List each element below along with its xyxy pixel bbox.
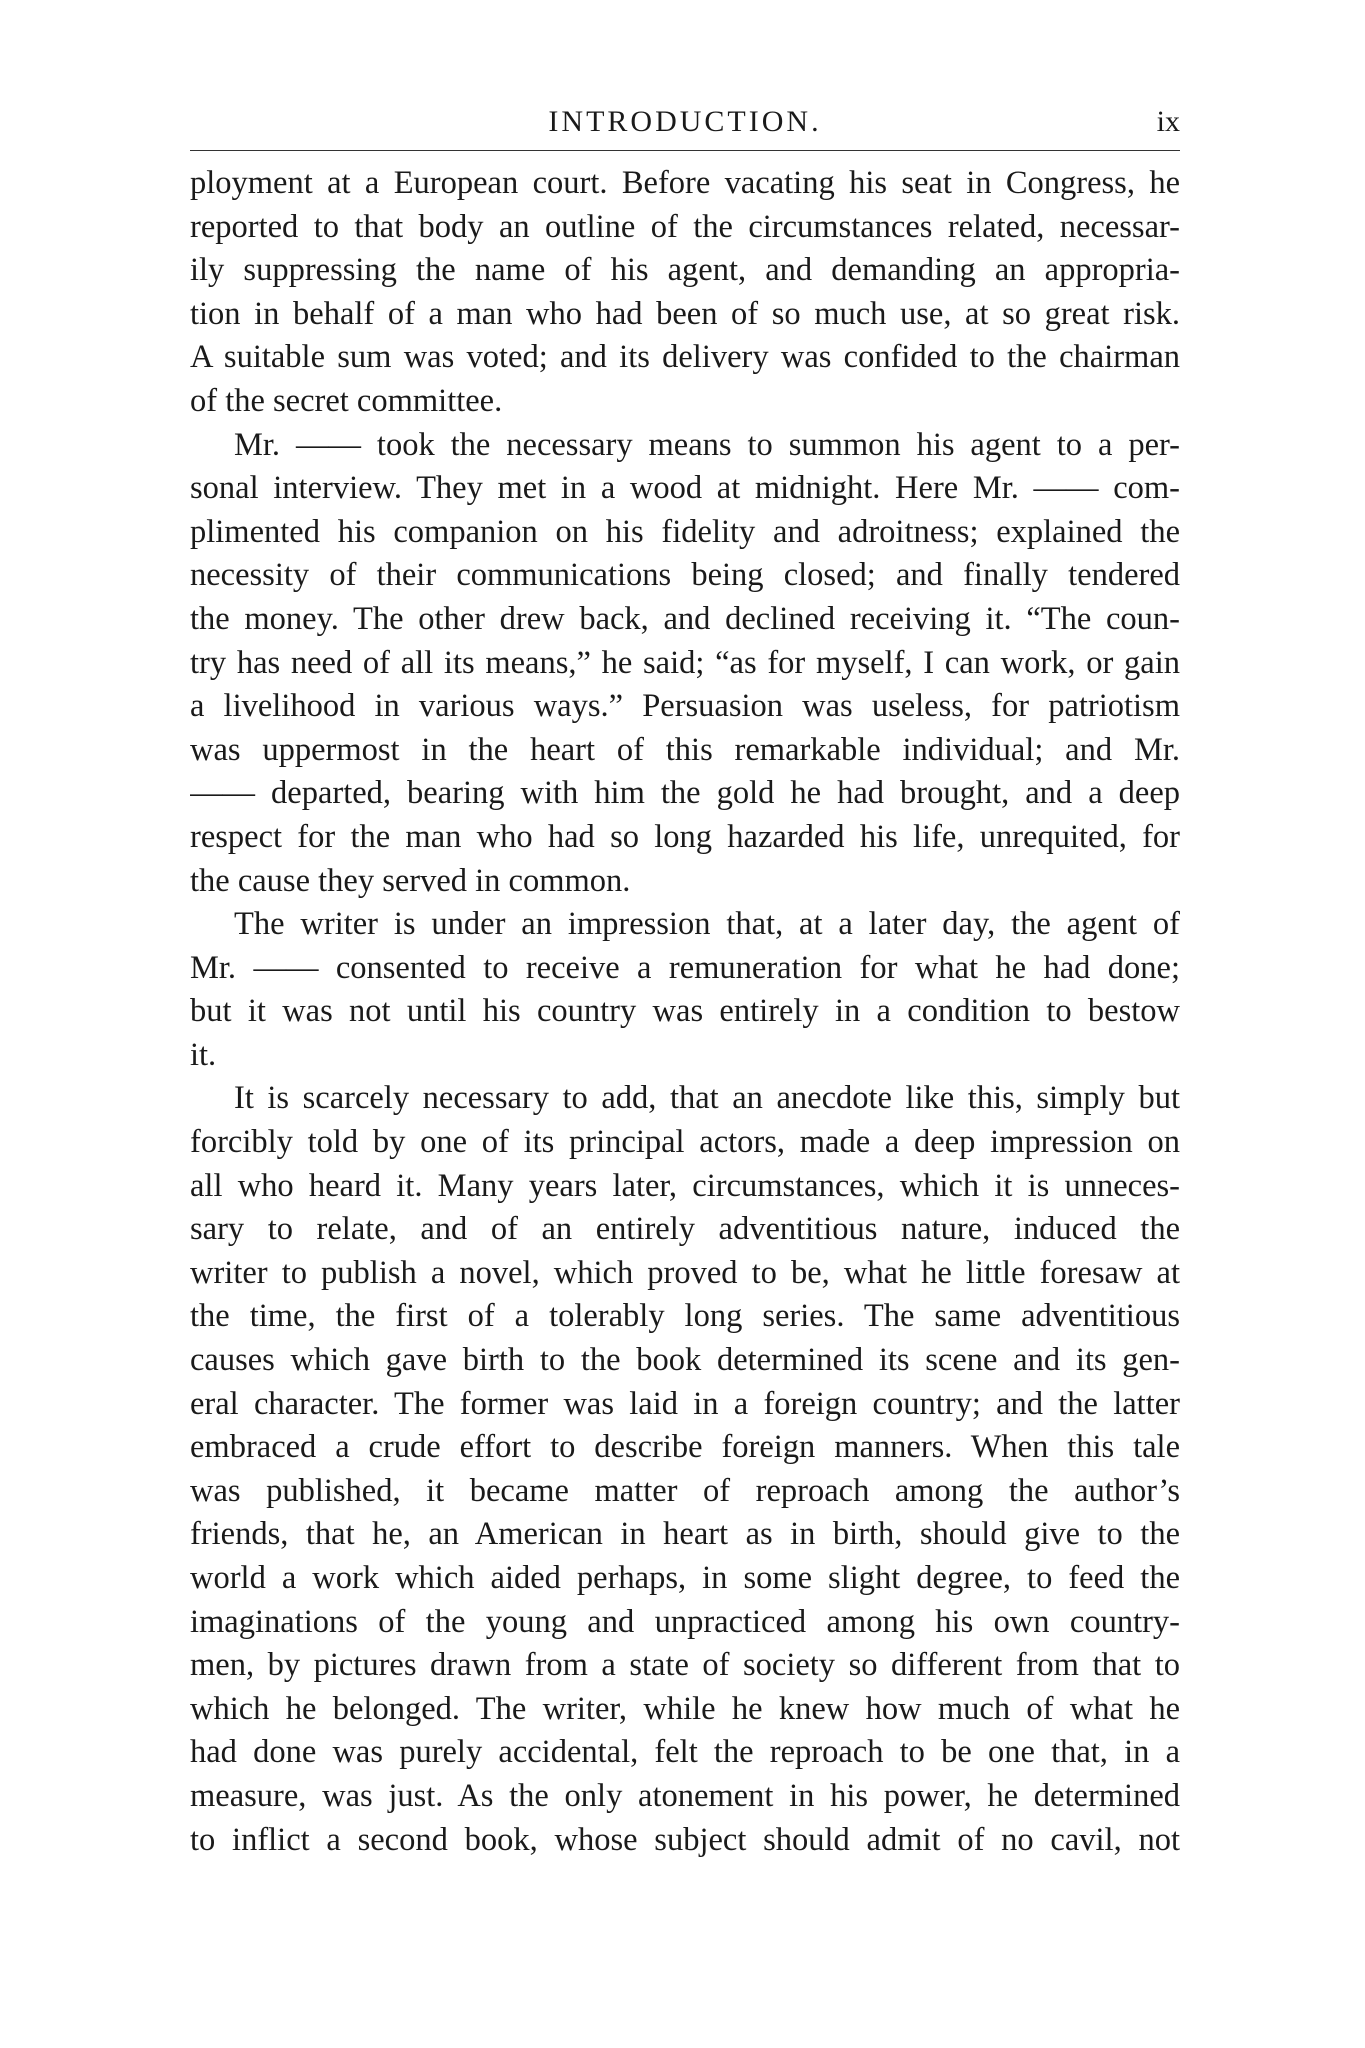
text-line: forcibly told by one of its principal actors, made a deep impression on (190, 1124, 1180, 1161)
text-line: ployment at a European court. Before vacating his seat in Congress, he (190, 165, 1180, 201)
paragraph (190, 162, 1180, 424)
paragraph (190, 903, 1180, 1077)
body-text (190, 162, 1180, 1862)
text-line: Mr. —— consented to receive a remuneration for what he had done; (190, 949, 1180, 986)
text-line: eral character. The former was laid in a foreign country; and the latter (190, 1385, 1180, 1422)
text-line: world a work which aided perhaps, in some slight degree, to feed the (190, 1560, 1180, 1596)
text-line: it. (190, 1036, 217, 1073)
text-line: try has need of all its means,” he said; “as for myself, I can work, or gain (190, 644, 1180, 681)
text-line: friends, that he, an American in heart as in birth, should give to the (190, 1516, 1180, 1553)
text-line: It is scarcely necessary to add, that an anecdote like this, simply but (234, 1080, 1180, 1117)
text-line: to inflict a second book, whose subject should admit of no cavil, not (190, 1821, 1180, 1858)
text-line: imaginations of the young and unpracticed among his own country- (190, 1603, 1180, 1640)
text-line: was published, it became matter of reproach among the author’s (190, 1472, 1180, 1509)
text-line: men, by pictures drawn from a state of society so different from that to (190, 1647, 1180, 1684)
page-header (190, 100, 1180, 151)
text-line: measure, was just. As the only atonement in his power, he determined (190, 1777, 1180, 1814)
text-line: had done was purely accidental, felt the reproach to be one that, in a (190, 1734, 1180, 1771)
paragraph (190, 424, 1180, 904)
text-line: A suitable sum was voted; and its delivery was confided to the chairman (190, 339, 1180, 376)
text-line: reported to that body an outline of the circumstances related, necessar- (190, 208, 1180, 245)
text-line: tion in behalf of a man who had been of so much use, at so great risk. (190, 295, 1180, 332)
text-line: all who heard it. Many years later, circumstances, which it is unneces- (190, 1167, 1180, 1204)
text-line: ily suppressing the name of his agent, and demanding an appropria- (190, 252, 1180, 289)
text-line: the cause they served in common. (190, 862, 631, 899)
text-line: a livelihood in various ways.” Persuasion was useless, for patriotism (190, 688, 1180, 725)
text-line: the money. The other drew back, and declined receiving it. “The coun- (190, 600, 1180, 637)
text-line: embraced a crude effort to describe foreign manners. When this tale (190, 1429, 1180, 1466)
text-line: causes which gave birth to the book determined its scene and its gen- (190, 1342, 1180, 1379)
text-line: Mr. —— took the necessary means to summon his agent to a per- (234, 426, 1180, 463)
running-title: INTRODUCTION. (548, 105, 822, 138)
text-line: the time, the first of a tolerably long series. The same adventitious (190, 1298, 1180, 1335)
text-line: but it was not until his country was entirely in a condition to bestow (190, 993, 1180, 1030)
text-line: was uppermost in the heart of this remarkable individual; and Mr. (190, 731, 1180, 768)
text-line: writer to publish a novel, which proved to be, what he little foresaw at (190, 1254, 1180, 1291)
paragraph (190, 1077, 1180, 1862)
text-line: plimented his companion on his fidelity and adroitness; explained the (190, 513, 1180, 550)
text-line: —— departed, bearing with him the gold he had brought, and a deep (190, 775, 1180, 812)
text-line: respect for the man who had so long hazarded his life, unrequited, for (190, 818, 1180, 855)
text-line: sonal interview. They met in a wood at midnight. Here Mr. —— com- (190, 470, 1180, 507)
text-line: sary to relate, and of an entirely adventitious nature, induced the (190, 1211, 1180, 1248)
text-line: which he belonged. The writer, while he knew how much of what he (190, 1690, 1180, 1727)
page-number: ix (1156, 105, 1180, 138)
text-line: of the secret committee. (190, 382, 503, 419)
text-line: The writer is under an impression that, at a later day, the agent of (234, 906, 1180, 943)
text-line: necessity of their communications being closed; and finally tendered (190, 557, 1180, 594)
